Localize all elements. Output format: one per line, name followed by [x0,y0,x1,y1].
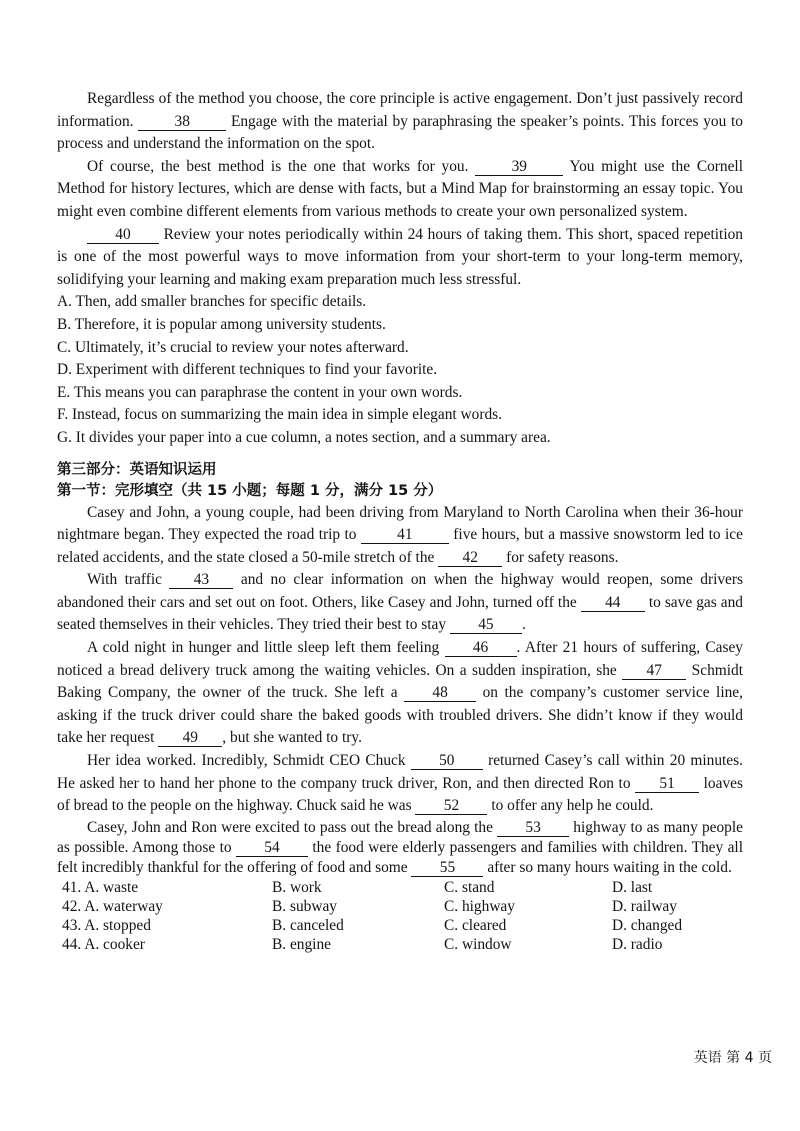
paragraph [57,750,743,818]
paragraph [57,156,743,224]
paragraph [57,88,743,156]
text: and no clear information on when the highway would reopen, some drivers abandoned their cars and set out on foot. Others, like Casey and John, turned off the [57,571,744,611]
section-title: 第一节：完形填空（共 15 小题；每题 1 分，满分 15 分） [57,482,443,499]
paragraph [57,569,743,637]
choice-a[interactable]: 42. A. waterway [62,897,163,915]
answer-blank[interactable]: 52 [415,798,487,815]
question-row [57,935,743,954]
choice-b[interactable]: B. engine [272,935,331,953]
answer-blank[interactable]: 42 [438,550,502,567]
text: returned Casey’s call within 20 minutes. He asked her to hand her phone to the company truck driver, Ron, and then directed Ron to [57,752,743,792]
answer-blank[interactable]: 40 [87,227,159,244]
choice-c[interactable]: C. highway [444,897,515,915]
answer-blank[interactable]: 55 [411,860,483,877]
answer-blank[interactable]: 43 [169,572,233,589]
option-item: E. This means you can paraphrase the content in your own words. [57,383,463,401]
text: Review your notes periodically within 24 hours of taking them. This short, spaced repetition is one of the most powerful ways to move information from your short-term to your long-term memory, solidifying your learning and making exam preparation much less stressful. [57,225,743,288]
text: A cold night in hunger and little sleep left them feeling [87,639,440,657]
text: on the company’s customer service line, asking if the truck driver could share the baked goods with troubled drivers. She didn’t know if they would take her request [57,684,743,747]
answer-blank[interactable]: 54 [236,840,308,857]
question-row [57,878,743,897]
paragraph [57,224,743,292]
choice-a[interactable]: 44. A. cooker [62,935,145,953]
option-item: C. Ultimately, it’s crucial to review your notes afterward. [57,338,409,356]
answer-blank[interactable]: 47 [622,663,686,680]
answer-blank[interactable]: 48 [404,685,476,702]
text: Of course, the best method is the one that works for you. [87,157,469,175]
text: Casey, John and Ron were excited to pass out the bread along the [87,818,493,836]
text: to save gas and seated themselves in their vehicles. They tried their best to stay [57,593,743,634]
text: Regardless of the method you choose, the core principle is active engagement. Don’t just passively record information. [57,90,743,130]
page-footer: 英语 第 4 页 [693,1050,772,1066]
choice-d[interactable]: D. last [612,878,653,896]
text: five hours, but a massive snowstorm led to ice related accidents, and the state closed a 50-mile stretch of the [57,526,743,566]
text: after so many hours waiting in the cold. [487,858,732,876]
choice-c[interactable]: C. window [444,935,512,953]
text: Schmidt Baking Company, the owner of the truck. She left a [57,661,743,702]
answer-blank[interactable]: 38 [138,114,226,131]
text: Casey and John, a young couple, had been driving from Maryland to North Carolina when their 36-hour nightmare began. They expected the road trip to [57,503,743,544]
option-item: D. Experiment with different techniques to find your favorite. [57,361,438,379]
text: Her idea worked. Incredibly, Schmidt CEO Chuck [87,752,406,770]
answer-blank[interactable]: 51 [635,776,699,793]
answer-blank[interactable]: 41 [361,527,449,544]
choice-d[interactable]: D. railway [612,897,677,915]
answer-blank[interactable]: 46 [445,640,517,657]
exam-page [57,88,743,954]
option-item: F. Instead, focus on summarizing the main idea in simple elegant words. [57,406,502,424]
choice-a[interactable]: 43. A. stopped [62,916,151,934]
part-title: 第三部分：英语知识运用 [57,461,217,478]
choice-c[interactable]: C. stand [444,878,495,896]
question-row [57,916,743,935]
text: . [521,616,526,634]
answer-blank[interactable]: 50 [411,753,483,770]
option-item: G. It divides your paper into a cue column, a notes section, and a summary area. [57,428,551,446]
text: You might use the Cornell Method for history lectures, which are dense with facts, but a Mind Map for brainstorming an essay topic. You might even combine different elements from various methods to create your own personalized system. [57,157,743,220]
options-list [57,291,743,449]
choice-d[interactable]: D. radio [612,935,663,953]
answer-blank[interactable]: 44 [581,595,645,612]
option-item: B. Therefore, it is popular among university students. [57,315,386,333]
choice-c[interactable]: C. cleared [444,916,507,934]
text: With traffic [87,571,162,589]
text: loaves of bread to the people on the highway. Chuck said he was [57,774,743,815]
text: the food were elderly passengers and families with children. They all felt incredibly thankful for the offering of food and some [57,838,743,876]
choice-b[interactable]: B. work [272,878,322,896]
paragraph [57,637,743,750]
answer-blank[interactable]: 45 [450,617,522,634]
choice-d[interactable]: D. changed [612,916,683,934]
answer-blank[interactable]: 49 [158,730,222,747]
text: for safety reasons. [506,548,619,566]
answer-blank[interactable]: 53 [497,820,569,837]
choice-a[interactable]: 41. A. waste [62,878,139,896]
paragraph [57,502,743,570]
text: Engage with the material by paraphrasing the speaker’s points. This forces you to process and understand the information on the spot. [57,112,743,153]
text: highway to as many people as possible. Among those to [57,818,743,856]
text: , but she wanted to try. [222,729,362,747]
option-item: A. Then, add smaller branches for specific details. [57,293,367,311]
text: to offer any help he could. [491,797,654,815]
text: . After 21 hours of suffering, Casey noticed a bread delivery truck among the waiting vehicles. On a sudden inspiration, she [57,639,743,679]
choice-b[interactable]: B. canceled [272,916,344,934]
question-row [57,897,743,916]
paragraph [57,818,743,878]
choice-b[interactable]: B. subway [272,897,337,915]
question-options [57,878,743,954]
answer-blank[interactable]: 39 [475,159,563,176]
